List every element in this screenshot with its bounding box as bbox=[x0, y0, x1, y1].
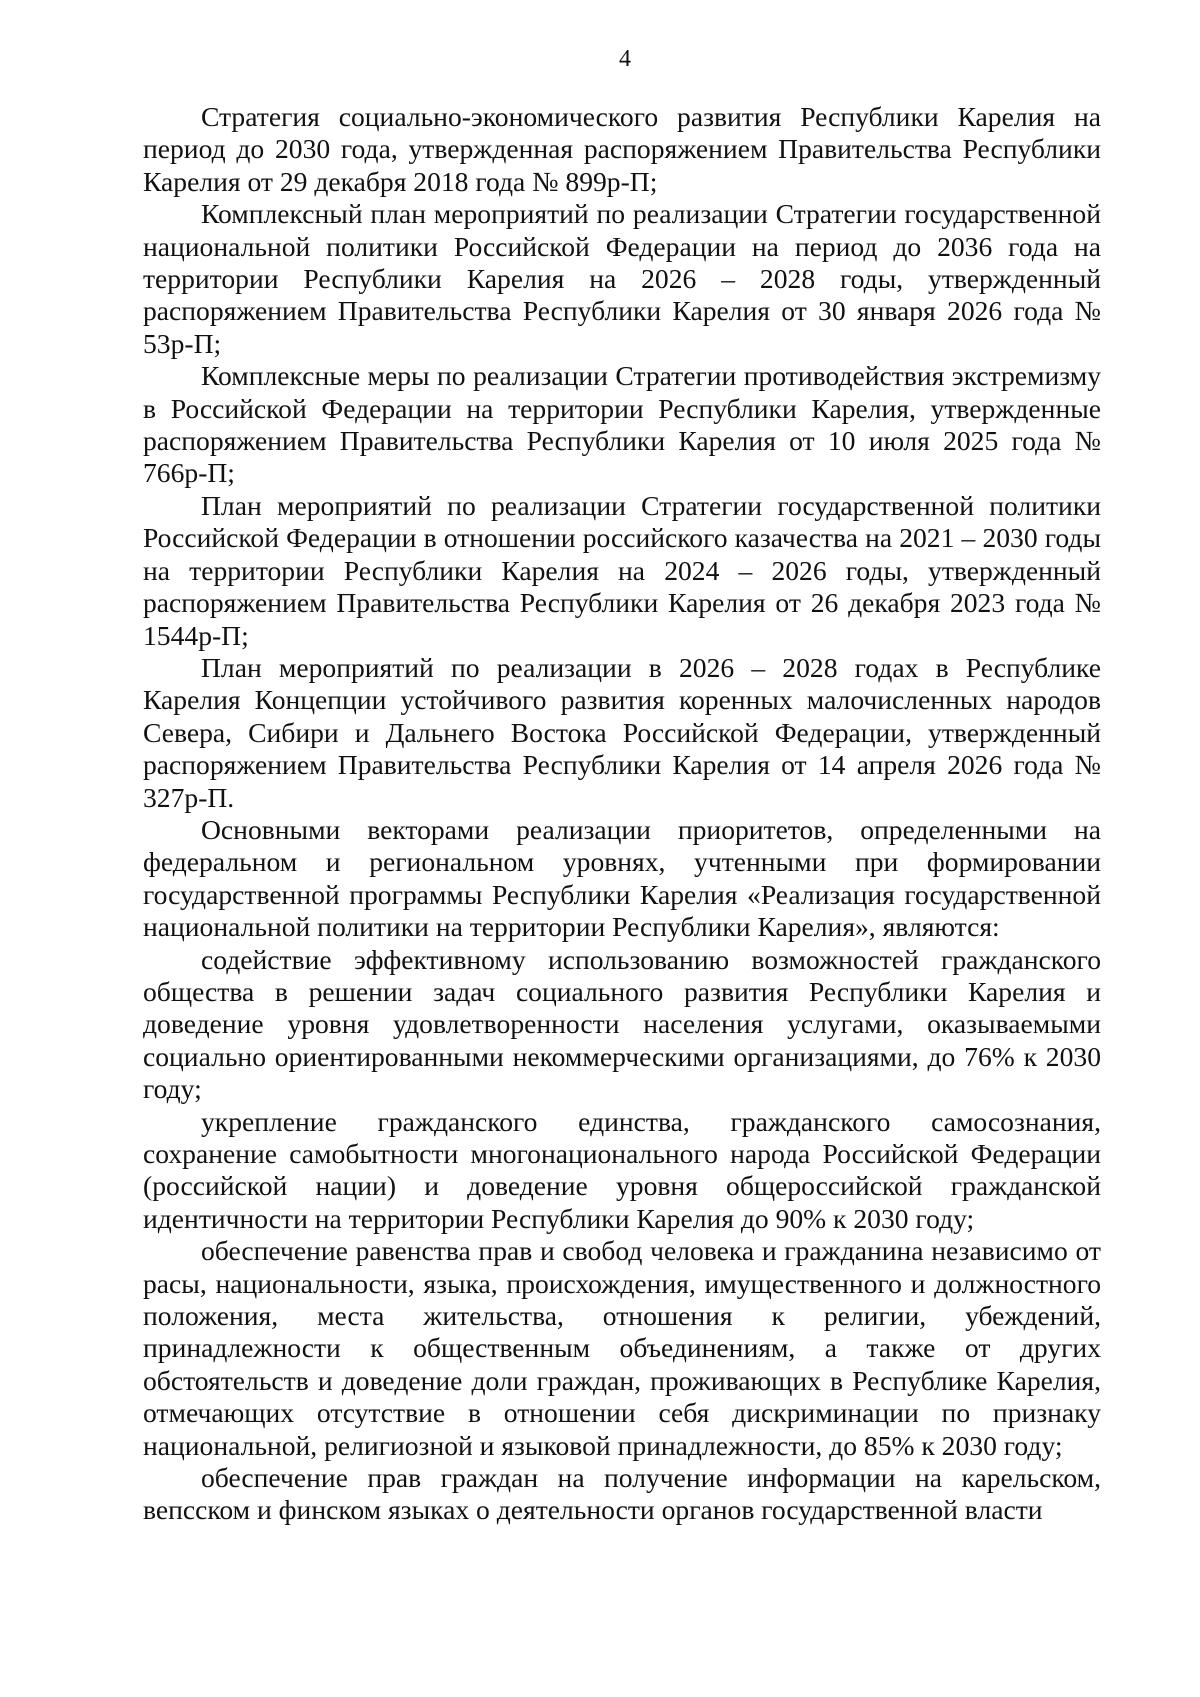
paragraph-equal-rights: обеспечение равенства прав и свобод человека и гражданина независимо от расы, национальности, языка, происхождения, имущественного и должностного положения, места жительства, отношения к религии, убеждений, принадлежности к общественным объединениям, а также от других обстоятельств и доведение доли граждан, проживающих в Республике Карелия, отмечающих отсутствие в отношении себя дискриминации по признаку национальной, религиозной и языковой принадлежности, до 85% к 2030 году; bbox=[143, 1235, 1101, 1461]
paragraph-information-rights: обеспечение прав граждан на получение информации на карельском, вепсском и финском языках о деятельности органов государственной власти bbox=[143, 1462, 1101, 1526]
paragraph-extremism-measures: Комплексные меры по реализации Стратегии противодействия экстремизму в Российской Федерации на территории Республики Карелия, утвержденные распоряжением Правительства Республики Карелия от 10 июля 2025 года № 766р-П; bbox=[143, 360, 1101, 489]
paragraph-main-vectors: Основными векторами реализации приоритетов, определенными на федеральном и региональном уровнях, учтенными при формировании государственной программы Республики Карелия «Реализация государственной национальной политики на территории Республики Карелия», являются: bbox=[143, 813, 1101, 943]
paragraph-civil-society: содействие эффективному использованию возможностей гражданского общества в решении задач социального развития Республики Карелия и доведение уровня удовлетворенности населения услугами, оказываемыми социально ориентированными некоммерческими организациями, до 76% к 2030 году; bbox=[143, 943, 1101, 1105]
paragraph-national-policy-plan: Комплексный план мероприятий по реализации Стратегии государственной национальной политики Российской Федерации на период до 2036 года на территории Республики Карелия на 2026 – 2028 годы, утвержденный распоряжением Правительства Республики Карелия от 30 января 2026 года № 53р-П; bbox=[143, 198, 1101, 359]
document-body bbox=[143, 101, 1101, 1527]
paragraph-civic-unity: укрепление гражданского единства, гражданского самосознания, сохранение самобытности многонационального народа Российской Федерации (российской нации) и доведение уровня общероссийской гражданской идентичности на территории Республики Карелия до 90% к 2030 году; bbox=[143, 1105, 1101, 1234]
paragraph-strategy-socioeconomic: Стратегия социально-экономического развития Республики Карелия на период до 2030 года, утвержденная распоряжением Правительства Республики Карелия от 29 декабря 2018 года № 899р-П; bbox=[143, 101, 1101, 197]
page-number: 4 bbox=[619, 46, 631, 72]
paragraph-indigenous-peoples-plan: План мероприятий по реализации в 2026 – 2028 годах в Республике Карелия Концепции устойчивого развития коренных малочисленных народов Севера, Сибири и Дальнего Востока Российской Федерации, утвержденный распоряжением Правительства Республики Карелия от 14 апреля 2026 года № 327р-П. bbox=[143, 651, 1101, 813]
paragraph-cossack-plan: План мероприятий по реализации Стратегии государственной политики Российской Федерации в отношении российского казачества на 2021 – 2030 годы на территории Республики Карелия на 2024 – 2026 годы, утвержденный распоряжением Правительства Республики Карелия от 26 декабря 2023 года № 1544р-П; bbox=[143, 489, 1101, 651]
